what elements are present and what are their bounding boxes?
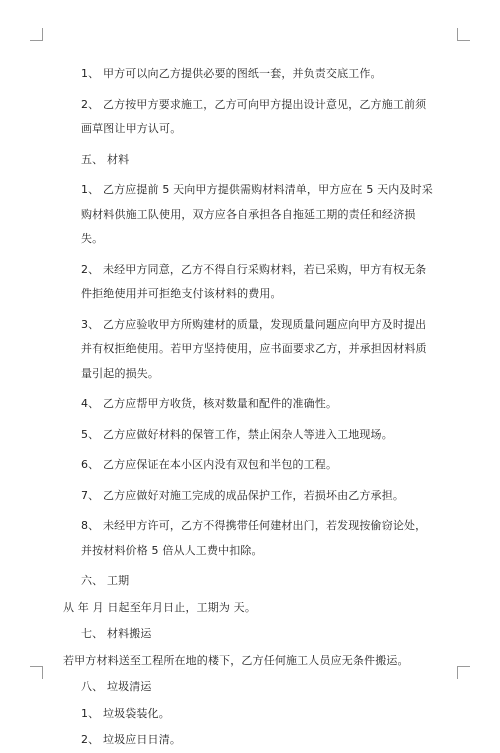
section-heading: 五、 材料 — [81, 152, 130, 166]
paragraph: 2、 乙方按甲方要求施工，乙方可向甲方提出设计意见，乙方施工前须画草图让甲方认可。 — [81, 97, 427, 135]
section-heading: 七、 材料搬运 — [81, 627, 152, 640]
paragraph: 1、 垃圾袋装化。 — [81, 706, 170, 720]
document-body — [63, 62, 437, 753]
crop-mark-top-right — [457, 28, 470, 41]
paragraph: 2、 未经甲方同意，乙方不得自行采购材料，若已采购，甲方有权无条件拒绝使用并可拒绝支付该材料的费用。 — [81, 262, 427, 300]
crop-mark-bottom-right — [457, 666, 470, 679]
paragraph: 8、 未经甲方许可，乙方不得携带任何建材出门，若发现按偷窃论处，并按材料价格 5 倍从人工费中扣除。 — [81, 519, 427, 557]
paragraph: 1、 甲方可以向乙方提供必要的图纸一套，并负责交底工作。 — [81, 67, 382, 80]
paragraph: 4、 乙方应帮甲方收货，核对数量和配件的准确性。 — [81, 397, 338, 410]
paragraph: 2、 垃圾应日日清。 — [81, 733, 181, 746]
paragraph: 从 年 月 日起至年月日止，工期为 天。 — [63, 600, 256, 614]
section-heading: 六、 工期 — [81, 574, 130, 587]
paragraph: 5、 乙方应做好材料的保管工作，禁止闲杂人等进入工地现场。 — [81, 427, 393, 441]
paragraph: 7、 乙方应做好对施工完成的成品保护工作，若损坏由乙方承担。 — [81, 488, 404, 502]
crop-mark-top-left — [30, 28, 43, 41]
paragraph: 若甲方材料送至工程所在地的楼下，乙方任何施工人员应无条件搬运。 — [63, 653, 409, 667]
section-heading: 八、 垃圾清运 — [81, 680, 152, 693]
paragraph: 6、 乙方应保证在本小区内没有双包和半包的工程。 — [81, 458, 338, 471]
crop-mark-bottom-left — [30, 666, 43, 679]
paragraph: 3、 乙方应验收甲方所购建材的质量，发现质量问题应向甲方及时提出并有权拒绝使用。若甲方坚持使用，应书面要求乙方，并承担因材料质量引起的损失。 — [81, 317, 427, 380]
paragraph: 1、 乙方应提前 5 天向甲方提供需购材料清单，甲方应在 5 天内及时采购材料供施工队使用，双方应各自承担各自拖延工期的责任和经济损失。 — [81, 183, 433, 245]
